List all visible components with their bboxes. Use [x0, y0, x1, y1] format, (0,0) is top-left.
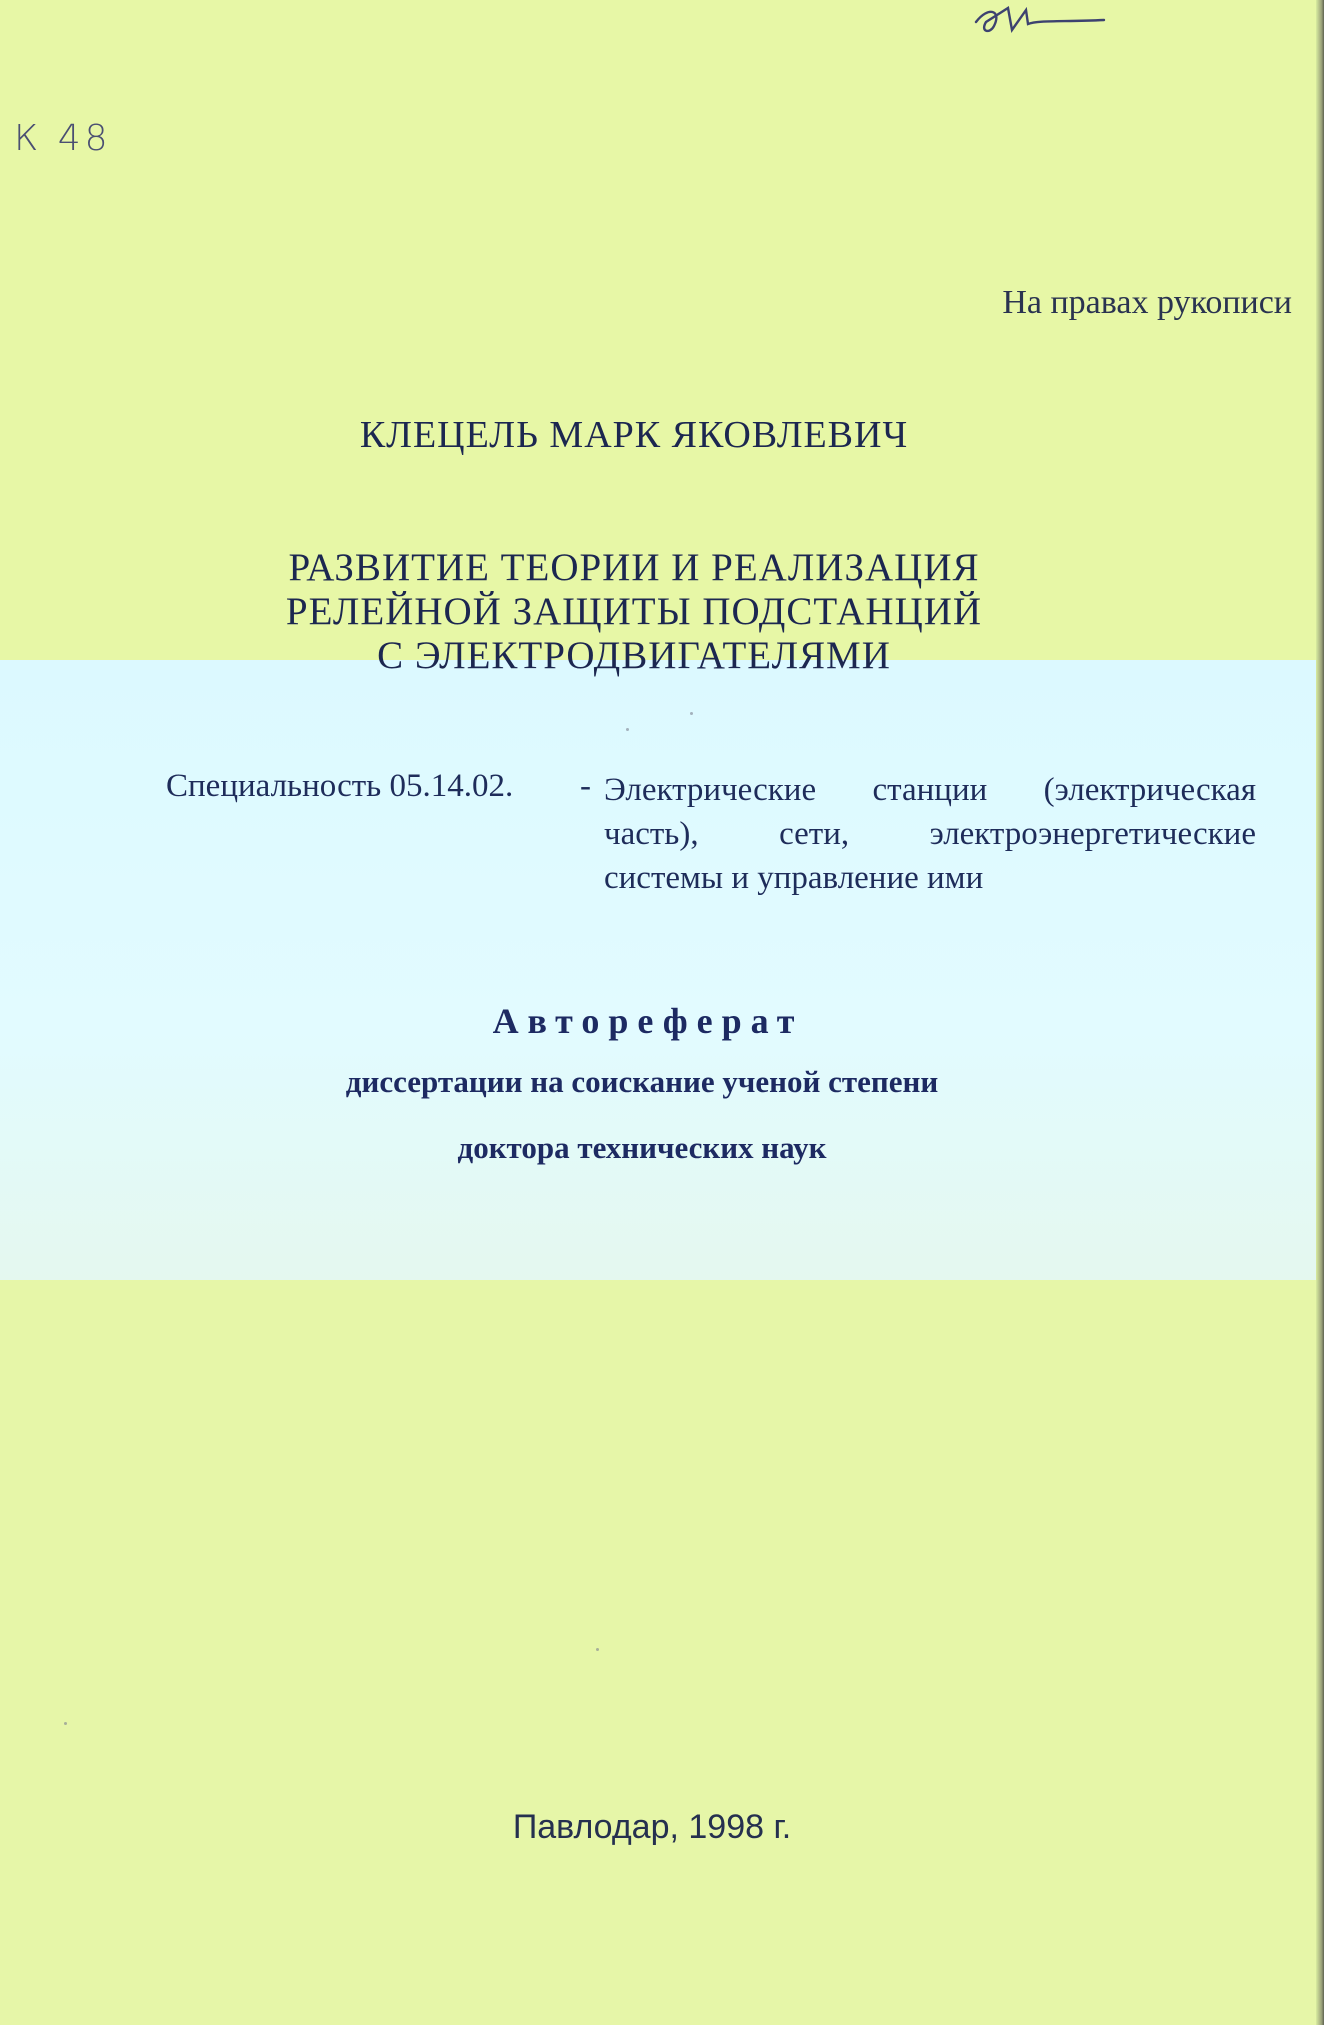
scan-speck	[596, 1648, 599, 1651]
specialty-line: системы и управление ими	[604, 860, 984, 896]
specialty-line: часть), сети, электроэнергетические	[604, 816, 1256, 852]
specialty-description	[604, 768, 1256, 900]
handwritten-shelf-mark: К 48	[14, 118, 112, 159]
specialty-line: Электрические станции (электрическая	[604, 772, 1256, 808]
abstract-label-text: Автореферат	[492, 1001, 804, 1041]
specialty-label: Специальность 05.14.02.	[166, 768, 514, 804]
degree-line	[0, 1130, 1324, 1166]
manuscript-note: На правах рукописи	[1002, 284, 1292, 321]
title-line: С ЭЛЕКТРОДВИГАТЕЛЯМИ	[377, 634, 891, 677]
degree-line-text: доктора технических наук	[457, 1130, 827, 1165]
place-and-year	[0, 1808, 1324, 1847]
dissertation-line-text: диссертации на соискание ученой степени	[345, 1064, 939, 1099]
dissertation-line	[0, 1064, 1324, 1100]
background-band-bottom	[0, 1280, 1324, 2025]
dissertation-title	[0, 546, 1324, 678]
scan-speck	[64, 1722, 67, 1725]
scan-speck	[626, 728, 629, 731]
handwritten-signature-icon	[968, 0, 1108, 40]
abstract-label	[0, 1000, 1324, 1042]
scan-speck	[690, 712, 693, 715]
specialty-dash: -	[580, 768, 591, 804]
title-line: РАЗВИТИЕ ТЕОРИИ И РЕАЛИЗАЦИЯ	[288, 546, 980, 589]
place-and-year-text: Павлодар, 1998 г.	[512, 1808, 792, 1846]
background-band-middle	[0, 660, 1324, 1280]
author-name	[0, 413, 1324, 457]
title-line: РЕЛЕЙНОЙ ЗАЩИТЫ ПОДСТАНЦИЙ	[285, 590, 983, 633]
author-name-text: КЛЕЦЕЛЬ МАРК ЯКОВЛЕВИЧ	[359, 414, 909, 456]
